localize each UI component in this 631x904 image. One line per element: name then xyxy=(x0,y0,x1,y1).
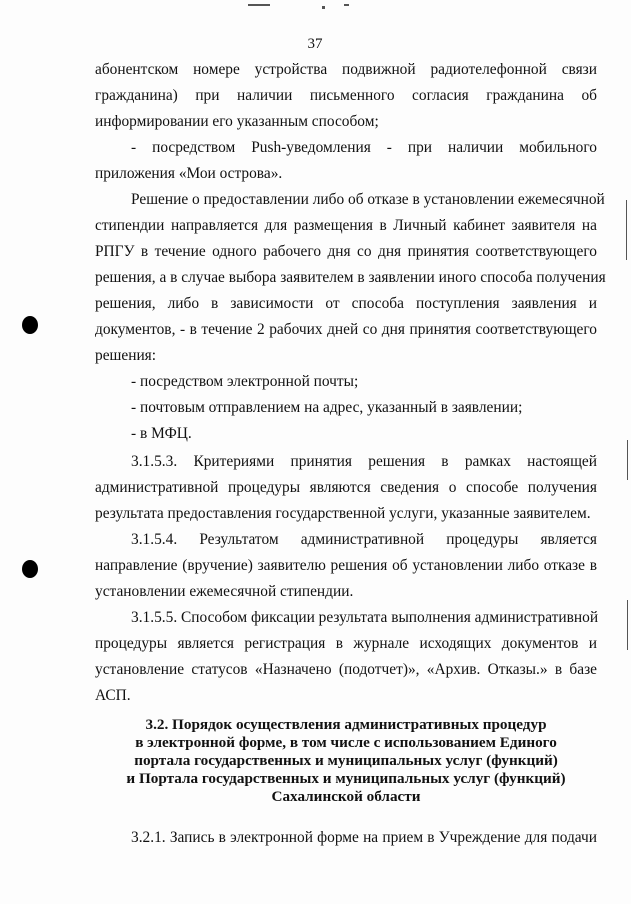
text-line: - посредством Push-уведомления - при наличии мобильного xyxy=(131,139,597,156)
text-line: - в МФЦ. xyxy=(131,425,192,442)
scan-mark xyxy=(248,4,270,6)
text-line: Решение о предоставлении либо об отказе в установлении ежемесячной xyxy=(131,191,605,208)
text-line: административной процедуры являются сведения о способе получения xyxy=(95,479,597,496)
section-heading-line: и Портала государственных и муниципальных услуг (функций) xyxy=(126,770,566,787)
scan-mark xyxy=(627,440,628,480)
text-line: результата предоставления государственной услуги, указанные заявителем. xyxy=(95,505,591,522)
section-heading-line: портала государственных и муниципальных услуг (функций) xyxy=(134,752,558,769)
text-line: информировании его указанным способом; xyxy=(95,113,379,130)
section-heading-line: Сахалинской области xyxy=(271,788,421,805)
scan-mark xyxy=(626,200,627,260)
text-line: - почтовым отправлением на адрес, указанный в заявлении; xyxy=(131,399,523,416)
scan-mark xyxy=(344,4,349,6)
text-line: решения, а в случае выбора заявителем в заявлении иного способа получения xyxy=(95,269,606,286)
text-line: направление (вручение) заявителю решения об установлении либо отказе в xyxy=(95,557,597,574)
text-line: решения, либо в зависимости от способа поступления заявления и xyxy=(95,295,597,312)
text-line: 3.2.1. Запись в электронной форме на прием в Учреждение для подачи xyxy=(131,829,597,846)
text-line: гражданина) при наличии письменного согласия гражданина об xyxy=(95,87,597,104)
text-line: документов, - в течение 2 рабочих дней со дня принятия соответствующего xyxy=(95,321,597,338)
text-line: 3.1.5.5. Способом фиксации результата выполнения административной xyxy=(131,609,599,626)
text-line: установлении ежемесячной стипендии. xyxy=(95,583,354,600)
text-line: приложения «Мои острова». xyxy=(95,165,283,182)
text-line: РПГУ в течение одного рабочего дня со дня принятия соответствующего xyxy=(95,243,597,260)
text-line: - посредством электронной почты; xyxy=(131,373,359,390)
punch-hole xyxy=(22,560,38,578)
text-line: абонентском номере устройства подвижной радиотелефонной связи xyxy=(95,61,597,78)
scan-mark xyxy=(627,600,628,650)
text-line: процедуры является регистрация в журнале исходящих документов и xyxy=(95,635,597,652)
text-line: АСП. xyxy=(95,687,131,704)
text-line: 3.1.5.4. Результатом административной процедуры является xyxy=(131,531,597,548)
text-line: стипендии направляется для размещения в Личный кабинет заявителя на xyxy=(95,217,597,234)
page-number: 37 xyxy=(307,36,323,52)
section-heading-line: в электронной форме, в том числе с использованием Единого xyxy=(135,734,557,751)
scan-mark xyxy=(322,6,325,9)
text-line: решения: xyxy=(95,347,157,364)
punch-hole xyxy=(22,316,38,334)
text-line: установление статусов «Назначено (подотчет)», «Архив. Отказы.» в базе xyxy=(95,661,597,678)
text-line: 3.1.5.3. Критериями принятия решения в рамках настоящей xyxy=(131,453,597,470)
section-heading-line: 3.2. Порядок осуществления административных процедур xyxy=(145,716,547,733)
